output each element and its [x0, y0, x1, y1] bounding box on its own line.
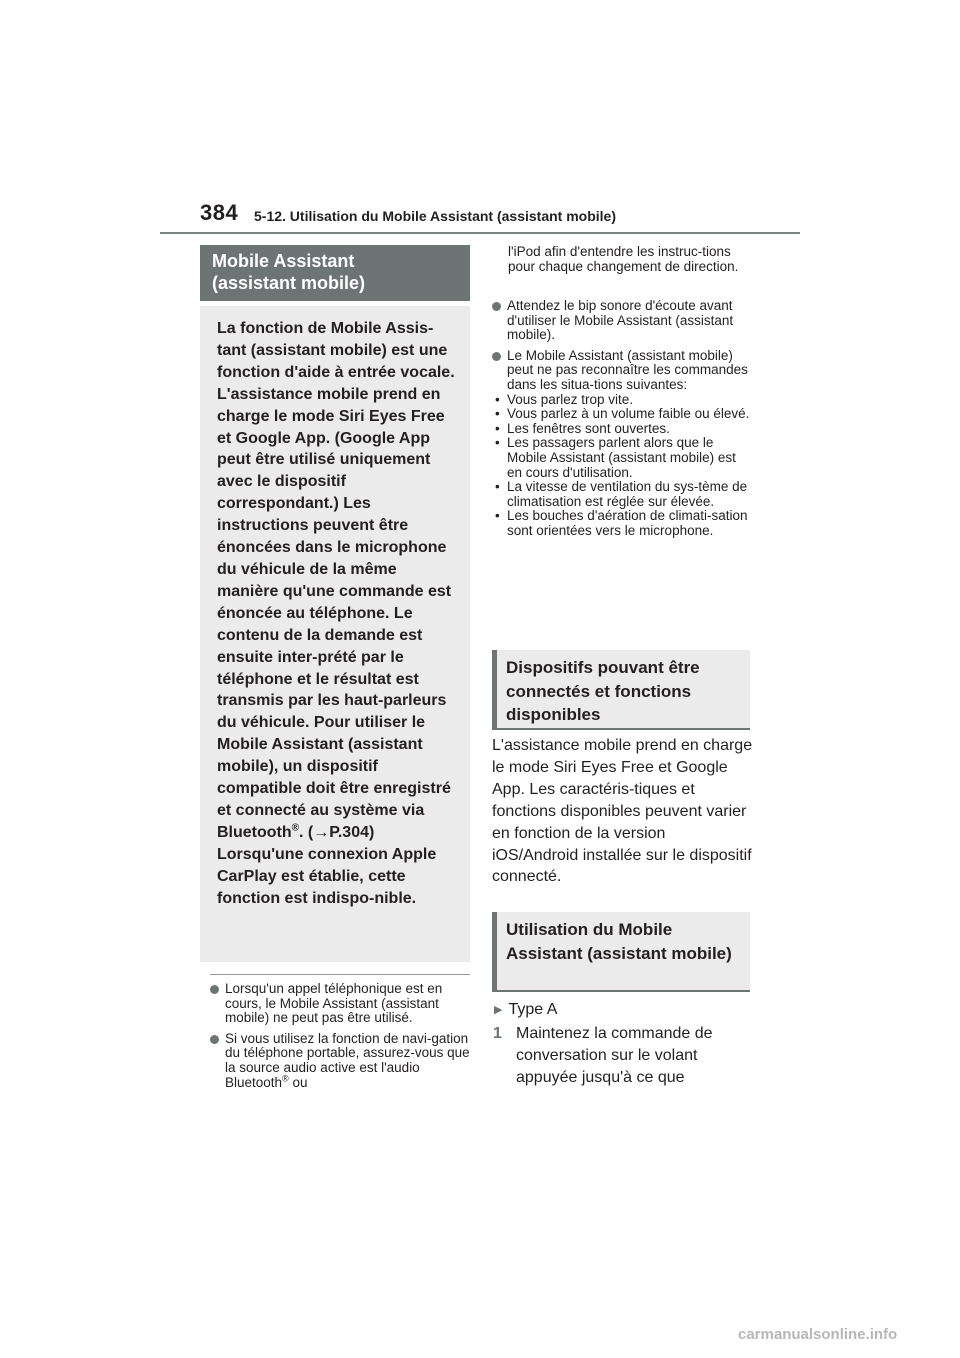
situation-item: • La vitesse de ventilation du sys-tème de climatisation est réglée sur élevée.	[494, 480, 754, 509]
situation-item: • Les passagers parlent alors que le Mobile Assistant (assistant mobile) est en cours d'utilisation.	[494, 436, 754, 480]
step-text: Maintenez la commande de conversation sur le volant appuyée jusqu'à ce que	[516, 1025, 713, 1086]
registered-mark: ®	[282, 1073, 289, 1084]
left-notes-list	[210, 982, 470, 1096]
type-label-text: Type A	[508, 1001, 558, 1018]
situation-item: • Les fenêtres sont ouvertes.	[494, 422, 754, 437]
situations-list	[494, 393, 754, 539]
footer-watermark: carmanualsonline.info	[738, 1326, 898, 1343]
note-item: Lorsqu'un appel téléphonique est en cours, le Mobile Assistant (assistant mobile) ne peut pas être utilisé.	[210, 982, 470, 1026]
ref-open: . (	[299, 823, 314, 841]
intro-carplay-text: Lorsqu'une connexion Apple CarPlay est établie, cette fonction est indispo-nible.	[217, 845, 437, 907]
step-number: 1	[493, 1025, 502, 1042]
main-title-box	[200, 245, 470, 301]
intro-text: La fonction de Mobile Assis-tant (assistant mobile) est une fonction d'aide à entrée vocale. L'assistance mobile prend en charge le mode Siri Eyes Free et Google App. (Google App peut être utilisé uniquement avec le dispositif correspondant.) Les instructions peuvent être énoncées dans le microphone du véhicule de la même manière qu'une commande est énoncée au téléphone. Le contenu de la demande est ensuite inter-prété par le téléphone et le résultat est transmis par les haut-parleurs du véhicule. Pour utiliser le Mobile Assistant (assistant mobile), un dispositif compatible doit être enregistré et connecté au système via Bluetooth	[217, 320, 455, 841]
continued-text: l'iPod afin d'entendre les instruc-tions pour chaque changement de direction.	[508, 244, 739, 274]
arrow-icon: →	[313, 823, 330, 841]
page-number: 384	[200, 200, 239, 225]
section-title: 5-12. Utilisation du Mobile Assistant (assistant mobile)	[254, 208, 616, 224]
situation-item: • Les bouches d'aération de climati-sation sont orientées vers le microphone.	[494, 509, 754, 538]
type-label	[494, 1000, 557, 1020]
usage-heading: Utilisation du Mobile Assistant (assistant mobile)	[492, 912, 750, 992]
intro-box	[200, 306, 470, 962]
devices-body-text: L'assistance mobile prend en charge le mode Siri Eyes Free et Google App. Les caractéris-tiques et fonctions disponibles peuvent varier en fonction de la version iOS/Android installée sur le dispositif connecté.	[492, 737, 753, 886]
situation-item: • Vous parlez trop vite.	[494, 393, 754, 408]
note-item: Le Mobile Assistant (assistant mobile) peut ne pas reconnaître les commandes dans les situa-tions suivantes: • Vous parlez trop vite. • Vous parlez à un volume faible ou élevé. • Les fenêtres sont ouvertes. • Les passagers parlent alors que le Mobile Assistant (assistant mobile) est en cours d'utilisation. • La vitesse de ventilation du sys-tème de climatisation est réglée sur élevée. • Les bouches d'aération de climati-sation sont orientées vers le microphone.	[492, 349, 754, 539]
notes-rule	[210, 974, 470, 975]
situation-item: • Vous parlez à un volume faible ou élevé.	[494, 407, 754, 422]
main-title-line2: (assistant mobile)	[212, 273, 366, 293]
page-reference[interactable]: P.304)	[329, 823, 375, 841]
main-title-line1: Mobile Assistant	[212, 251, 355, 271]
registered-mark: ®	[291, 822, 300, 834]
triangle-right-icon: ▶	[494, 1004, 503, 1016]
note-item: Si vous utilisez la fonction de navi-gation du téléphone portable, assurez-vous que la source audio active est l'audio Bluetooth® ou	[210, 1032, 470, 1090]
step-1	[493, 1023, 755, 1089]
right-notes-list	[492, 299, 754, 545]
devices-heading: Dispositifs pouvant être connectés et fonctions disponibles	[492, 650, 750, 730]
note-item: Attendez le bip sonore d'écoute avant d'utiliser le Mobile Assistant (assistant mobile).	[492, 299, 754, 343]
header-rule	[160, 232, 800, 234]
